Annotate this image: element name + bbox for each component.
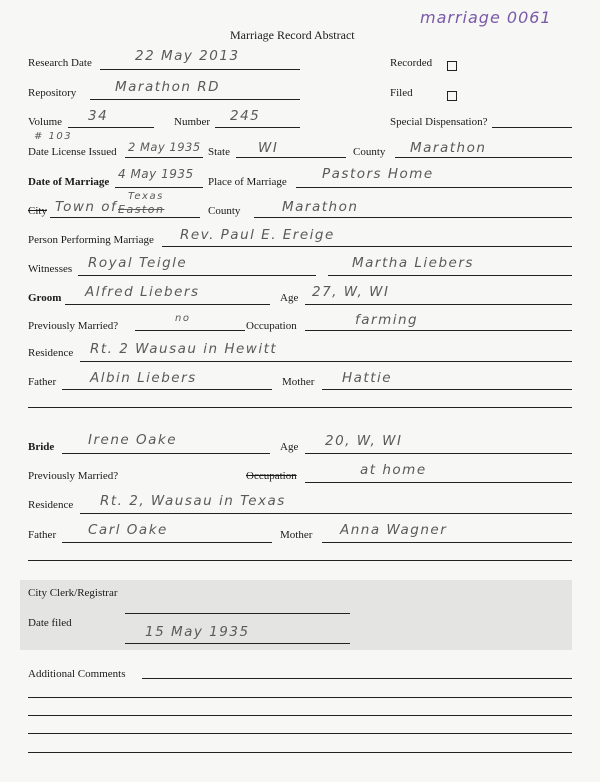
place-of-marriage-line [296,187,572,188]
volume-value[interactable]: 34 [88,108,109,124]
city-line [50,217,200,218]
bride-father-value[interactable]: Carl Oake [88,522,168,538]
groom-prev-married-value[interactable]: no [175,313,191,324]
county-label: County [353,146,386,158]
repository-value[interactable]: Marathon RD [115,79,220,95]
comments-line-5[interactable] [28,752,572,753]
comments-line-4[interactable] [28,733,572,734]
bride-label: Bride [28,441,55,453]
date-of-marriage-label: Date of Marriage [28,176,110,188]
place-of-marriage-value[interactable]: Pastors Home [322,166,434,182]
number-label: Number [174,116,211,128]
city-value[interactable]: Town of [55,199,118,215]
bride-line [62,453,270,454]
bride-age-line [305,453,572,454]
county2-label: County [208,205,241,217]
groom-occupation-line [305,330,572,331]
page-title: Marriage Record Abstract [230,28,355,42]
person-performing-value[interactable]: Rev. Paul E. Ereige [180,227,335,243]
date-of-marriage-line [115,187,203,188]
number-line [215,127,300,128]
bride-extra-line [28,560,572,561]
county2-value[interactable]: Marathon [282,199,359,215]
witness2-line [328,275,572,276]
person-performing-line [162,246,572,247]
witness1-value[interactable]: Royal Teigle [88,255,188,271]
groom-mother-label: Mother [282,376,315,388]
recorded-checkbox[interactable] [447,58,457,76]
comments-line-1[interactable] [142,678,572,679]
groom-age-line [305,304,572,305]
witness2-value[interactable]: Martha Liebers [352,255,474,271]
bride-mother-label: Mother [280,529,313,541]
groom-residence-value[interactable]: Rt. 2 Wausau in Hewitt [90,341,278,357]
bride-value[interactable]: Irene Oake [88,432,178,448]
filed-label: Filed [390,87,413,99]
county-line [395,157,572,158]
repository-line [90,99,300,100]
witness1-line [78,275,316,276]
date-filed-label: Date filed [28,617,72,629]
witnesses-label: Witnesses [28,263,73,275]
state-label: State [208,146,230,158]
special-dispensation-line [492,127,572,128]
research-date-label: Research Date [28,57,92,69]
groom-value[interactable]: Alfred Liebers [85,284,200,300]
research-date-line [100,69,300,70]
special-dispensation-label: Special Dispensation? [390,116,488,128]
date-license-label: Date License Issued [28,146,117,158]
repository-label: Repository [28,87,77,99]
groom-father-label: Father [28,376,57,388]
city-label: City [28,205,47,217]
date-license-line [125,157,203,158]
city-struck-value: Easton [118,203,165,216]
groom-residence-label: Residence [28,347,74,359]
groom-line [65,304,270,305]
bride-age-label: Age [280,441,299,453]
bride-residence-line [80,513,572,514]
research-date-value[interactable]: 22 May 2013 [135,48,240,64]
bride-occupation-line [305,482,572,483]
groom-mother-value[interactable]: Hattie [342,370,393,386]
groom-residence-line [80,361,572,362]
state-line [236,157,346,158]
comments-line-2[interactable] [28,697,572,698]
groom-age-label: Age [280,292,299,304]
groom-father-line [62,389,272,390]
date-filed-value[interactable]: 15 May 1935 [145,624,250,640]
groom-age-value[interactable]: 27, W, WI [312,284,390,300]
bride-residence-value[interactable]: Rt. 2, Wausau in Texas [100,493,286,509]
person-performing-label: Person Performing Marriage [28,234,154,246]
groom-extra-line [28,407,572,408]
date-of-marriage-value[interactable]: 4 May 1935 [118,167,194,181]
comments-line-3[interactable] [28,715,572,716]
bride-father-label: Father [28,529,57,541]
city-clerk-label: City Clerk/Registrar [28,587,118,599]
bride-mother-line [322,542,572,543]
county-value[interactable]: Marathon [410,140,487,156]
city-above-value: Texas [128,191,164,202]
groom-occupation-value[interactable]: farming [355,312,419,328]
bride-father-line [62,542,272,543]
volume-label: Volume [28,116,63,128]
groom-label: Groom [28,292,62,304]
date-filed-line [125,643,350,644]
date-license-value[interactable]: 2 May 1935 [128,140,201,154]
groom-prev-married-line [135,330,245,331]
state-value[interactable]: WI [258,140,279,156]
bride-mother-value[interactable]: Anna Wagner [340,522,448,538]
bride-age-value[interactable]: 20, W, WI [325,433,403,449]
county2-line [254,217,572,218]
license-note: # 103 [34,131,73,142]
place-of-marriage-label: Place of Marriage [208,176,287,188]
groom-mother-line [322,389,572,390]
filed-checkbox[interactable] [447,88,457,106]
groom-occupation-label: Occupation [246,320,297,332]
recorded-label: Recorded [390,57,433,69]
bride-occupation-label: Occupation [246,470,297,482]
groom-father-value[interactable]: Albin Liebers [90,370,197,386]
bride-occupation-value[interactable]: at home [360,462,427,478]
corner-note: marriage 0061 [420,8,552,27]
number-value[interactable]: 245 [230,108,261,124]
city-clerk-line [125,613,350,614]
bride-residence-label: Residence [28,499,74,511]
groom-prev-married-label: Previously Married? [28,320,119,332]
volume-line [68,127,154,128]
bride-prev-married-label: Previously Married? [28,470,119,482]
additional-comments-label: Additional Comments [28,668,126,680]
